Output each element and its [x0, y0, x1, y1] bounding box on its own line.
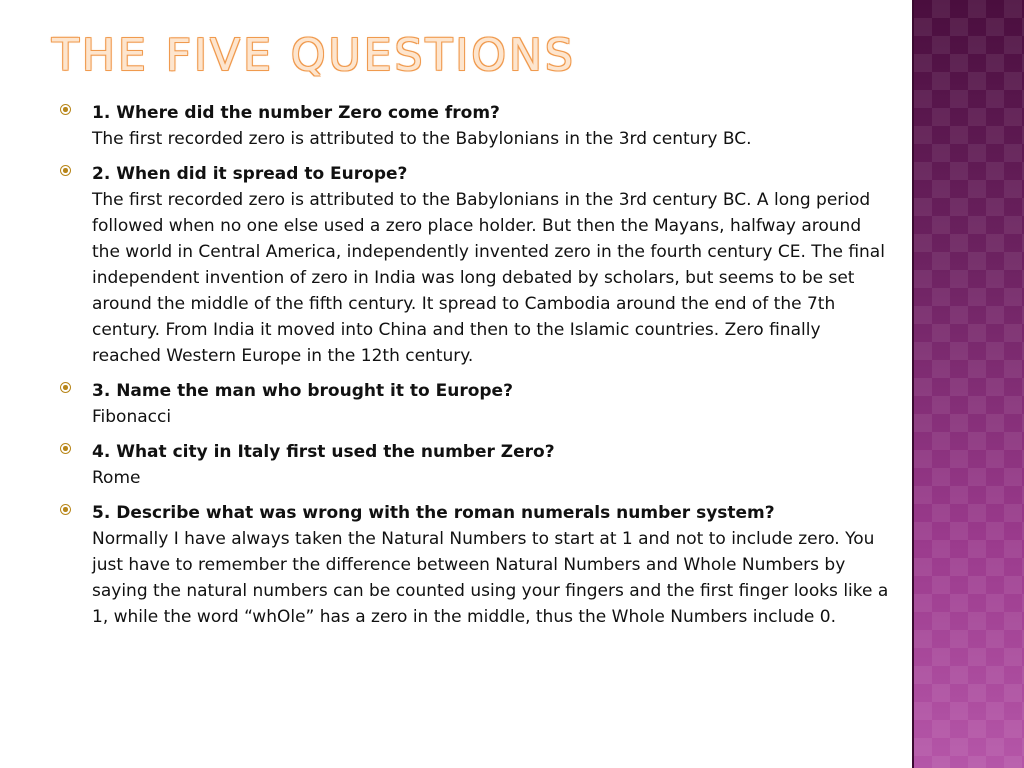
question-text: 1. Where did the number Zero come from? — [92, 103, 500, 123]
question-text: 3. Name the man who brought it to Europe? — [92, 381, 513, 401]
answer-text: Normally I have always taken the Natural Numbers to start at 1 and not to include zero. You just have to remember the difference between Natural Numbers and Whole Numbers by saying the natural numbers can be counted using your fingers and the first finger looks like a 1, while the word “whOle” has a zero in the middle, thus the Whole Numbers include 0. — [92, 529, 889, 627]
question-item-5 — [60, 500, 890, 630]
question-list — [60, 100, 890, 639]
circled-dot-bullet-icon — [60, 165, 71, 176]
question-text: 4. What city in Italy first used the number Zero? — [92, 442, 555, 462]
circled-dot-bullet-icon — [60, 382, 71, 393]
question-text: 2. When did it spread to Europe? — [92, 164, 408, 184]
question-item-3 — [60, 378, 890, 430]
answer-text: Rome — [92, 468, 141, 488]
answer-text: Fibonacci — [92, 407, 172, 427]
circled-dot-bullet-icon — [60, 443, 71, 454]
question-text: 5. Describe what was wrong with the roman numerals number system? — [92, 503, 775, 523]
answer-text: The first recorded zero is attributed to the Babylonians in the 3rd century BC. — [92, 129, 752, 149]
circled-dot-bullet-icon — [60, 104, 71, 115]
decorative-side-band — [912, 0, 1024, 768]
circled-dot-bullet-icon — [60, 504, 71, 515]
slide-title: THE FIVE QUESTIONS — [52, 30, 576, 81]
question-item-4 — [60, 439, 890, 491]
question-item-1 — [60, 100, 890, 152]
answer-text: The first recorded zero is attributed to the Babylonians in the 3rd century BC. A long period followed when no one else used a zero place holder. But then the Mayans, halfway around the world in Central America, independently invented zero in the fourth century CE. The final independent invention of zero in India was long debated by scholars, but seems to be set around the middle of the fifth century. It spread to Cambodia around the end of the 7th century. From India it moved into China and then to the Islamic countries. Zero finally reached Western Europe in the 12th century. — [92, 190, 885, 366]
question-item-2 — [60, 161, 890, 369]
